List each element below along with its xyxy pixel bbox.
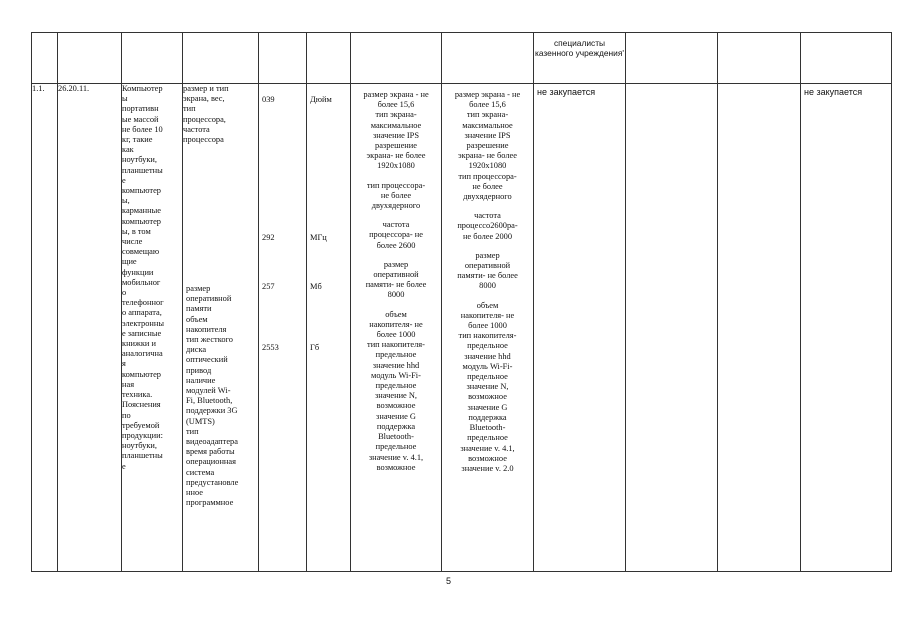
text-line: книжки и xyxy=(122,339,156,349)
text-line: не более 10 xyxy=(122,124,163,134)
text-line: функции xyxy=(122,267,154,277)
text-line: процессора xyxy=(183,135,224,145)
text-line: Fi, Bluetooth, xyxy=(186,396,233,406)
text-line: предельное xyxy=(467,341,508,351)
text-line: значение G xyxy=(467,402,508,412)
text-line: тип процессора- xyxy=(366,180,426,190)
text-line: портативн xyxy=(122,104,159,114)
text-line: Пояснения xyxy=(122,400,161,410)
text-line: кг, такие xyxy=(122,135,153,145)
requirements-table xyxy=(31,32,892,572)
text-line: значение N, xyxy=(374,391,418,401)
text-line: ы xyxy=(122,94,128,104)
text-line: оперативной xyxy=(186,294,232,304)
value-group xyxy=(442,211,533,242)
text-line: о аппарата, xyxy=(122,308,162,318)
text-line: предельное xyxy=(375,381,417,391)
text-line: поддержки 3G xyxy=(186,406,238,416)
text-line: электронны xyxy=(122,318,165,328)
text-line: требуемой xyxy=(122,420,160,430)
table-header-row xyxy=(32,33,892,84)
text-line: частота xyxy=(474,211,501,221)
text-line: размер xyxy=(383,259,409,269)
text-line: е xyxy=(122,461,126,471)
unit-name: МГц xyxy=(310,233,327,242)
empty-cell xyxy=(718,84,801,572)
text-line: более 15,6 xyxy=(377,100,415,110)
text-line: программное xyxy=(186,498,234,508)
text-line: поддержка xyxy=(376,421,416,431)
text-line: ые массой xyxy=(122,114,159,124)
empty-cell xyxy=(626,84,718,572)
header-note-mark: ' xyxy=(622,48,624,59)
text-line: значение IPS xyxy=(373,130,419,140)
text-line: аналогична xyxy=(122,349,163,359)
text-line: объем xyxy=(186,314,208,324)
text-line: е xyxy=(122,175,126,185)
table-row xyxy=(32,84,892,572)
text-line: процессо2600ра- xyxy=(457,221,518,231)
value-group xyxy=(351,260,441,301)
text-line: наличие xyxy=(186,375,216,385)
text-line: 1920x1080 xyxy=(377,161,415,171)
header-note: специалисты казенного учреждения xyxy=(535,38,623,59)
text-line: значение IPS xyxy=(464,130,511,140)
text-line: накопителя- не xyxy=(460,310,515,320)
not-purchased-cell-2 xyxy=(801,84,892,572)
text-line: значение N, xyxy=(466,382,509,392)
value-group xyxy=(351,310,441,473)
text-line: Bluetooth- xyxy=(469,423,506,433)
text-line: предельное xyxy=(467,433,508,443)
text-line: процессора- не xyxy=(369,230,423,240)
unit-name: Мб xyxy=(310,282,322,291)
value-group xyxy=(442,251,533,292)
okei-code: 039 xyxy=(262,95,275,104)
value-group xyxy=(351,90,441,172)
text-line: более 1000 xyxy=(468,321,507,331)
product-name-cell xyxy=(122,84,183,572)
text-line: предустановле xyxy=(186,477,239,487)
text-line: компьютер xyxy=(122,369,161,379)
text-line: оптический xyxy=(186,355,228,365)
text-line: возможное xyxy=(468,453,507,463)
unit-name: Дюйм xyxy=(310,95,332,104)
text-line: карманные xyxy=(122,206,161,216)
okei-code: 292 xyxy=(262,233,275,242)
not-purchased-text: не закупается xyxy=(804,87,863,97)
text-line: ы, в том xyxy=(122,226,151,236)
text-line: планшетны xyxy=(122,451,163,461)
text-line: более 1000 xyxy=(376,330,416,340)
text-line: я xyxy=(122,359,126,369)
row-number: 1.1. xyxy=(32,84,58,572)
header-note-cell xyxy=(534,33,626,84)
page-number: 5 xyxy=(446,576,452,586)
text-line: телефонног xyxy=(122,298,164,308)
text-line: предельное xyxy=(375,350,417,360)
product-name xyxy=(122,84,182,472)
text-line: 8000 xyxy=(387,290,405,300)
text-line: тип накопителя- xyxy=(458,331,517,341)
text-line: не более 2000 xyxy=(462,231,513,241)
text-line: видеоадаптера xyxy=(186,437,238,447)
value-text-2 xyxy=(442,84,533,474)
text-line: двухядерного xyxy=(371,201,421,211)
text-line: разрешение xyxy=(375,141,417,151)
text-line: памяти- не более xyxy=(365,280,427,290)
text-line: размер xyxy=(186,284,211,293)
text-line: время работы xyxy=(186,447,235,457)
value-group xyxy=(351,220,441,251)
text-line: экрана- не более xyxy=(458,151,517,161)
not-purchased-text: не закупается xyxy=(537,87,596,97)
text-line: оперативной xyxy=(373,270,419,280)
text-line: Bluetooth- xyxy=(378,432,414,442)
text-line: значение hhd xyxy=(372,360,420,370)
text-line: памяти xyxy=(186,304,212,314)
text-line: объем xyxy=(385,309,407,319)
text-line: размер xyxy=(475,250,500,260)
text-line: памяти- не более xyxy=(457,271,518,281)
text-line: диска xyxy=(186,345,207,355)
text-line: процессора, xyxy=(183,114,226,124)
text-line: числе xyxy=(122,237,143,247)
text-line: система xyxy=(186,467,215,477)
text-line: модулей Wi- xyxy=(186,386,231,396)
text-line: 8000 xyxy=(479,281,496,291)
text-line: тип экрана- xyxy=(375,110,417,120)
text-line: значение v. 2.0 xyxy=(461,463,514,473)
text-line: не более xyxy=(380,190,412,200)
text-line: размер экрана - не xyxy=(454,90,521,99)
text-line: по xyxy=(122,410,131,420)
text-line: максимальное xyxy=(462,120,513,130)
text-line: нное xyxy=(186,488,203,498)
text-line: значение v. 4.1, xyxy=(368,452,424,462)
text-line: тип xyxy=(186,426,199,436)
text-line: совмещаю xyxy=(122,247,160,257)
value-cell-1 xyxy=(351,84,442,572)
text-line: тип жесткого xyxy=(186,335,233,345)
text-line: возможное xyxy=(376,401,416,411)
text-line: значение G xyxy=(376,411,416,421)
text-line: ноутбуки, xyxy=(122,441,157,451)
text-line: (UMTS) xyxy=(186,416,215,426)
value-group xyxy=(442,90,533,202)
text-line: ная xyxy=(122,379,135,389)
value-text-1 xyxy=(351,84,441,473)
text-line: экрана, вес, xyxy=(183,94,225,104)
text-line: объем xyxy=(476,300,499,310)
text-line: возможное xyxy=(376,462,416,472)
unit-cell xyxy=(307,84,351,572)
okei-code: 2553 xyxy=(262,343,279,352)
text-line: тип накопителя- xyxy=(367,340,425,350)
okei-code-cell xyxy=(259,84,307,572)
text-line: не более xyxy=(472,181,503,191)
text-line: оперативной xyxy=(464,261,511,271)
text-line: максимальное xyxy=(370,120,422,130)
okpd-code: 26.20.11. xyxy=(58,84,122,572)
text-line: е записные xyxy=(122,328,162,338)
text-line: тип xyxy=(183,104,196,114)
text-line: о xyxy=(122,288,127,298)
text-line: техника. xyxy=(122,390,153,400)
text-line: размер и тип xyxy=(183,84,229,93)
text-line: компьютер xyxy=(122,186,161,196)
value-cell-2 xyxy=(442,84,534,572)
text-line: частота xyxy=(183,124,210,134)
value-group xyxy=(351,181,441,212)
text-line: более 15,6 xyxy=(469,100,506,110)
okei-code: 257 xyxy=(262,282,275,291)
characteristics-cell xyxy=(183,84,259,572)
text-line: ноутбуки, xyxy=(122,155,157,165)
text-line: тип процессора- xyxy=(458,171,517,181)
text-line: значение hhd xyxy=(464,351,511,361)
text-line: планшетны xyxy=(122,165,163,175)
text-line: размер экрана - не xyxy=(363,90,429,99)
text-line: операционная xyxy=(186,457,236,467)
not-purchased-cell-1 xyxy=(534,84,626,572)
text-line: ы, xyxy=(122,196,130,206)
text-line: компьютер xyxy=(122,216,161,226)
text-line: поддержка xyxy=(468,412,507,422)
text-line: экрана- не более xyxy=(366,151,426,161)
text-line: 1920x1080 xyxy=(468,161,507,171)
characteristics-bottom xyxy=(186,284,238,508)
characteristics-top xyxy=(183,84,258,145)
text-line: как xyxy=(122,145,134,155)
text-line: значение v. 4.1, xyxy=(460,443,515,453)
text-line: щие xyxy=(122,257,137,267)
text-line: продукции: xyxy=(122,430,163,440)
text-line: разрешение xyxy=(466,141,509,151)
text-line: более 2600 xyxy=(376,240,416,250)
text-line: модуль Wi-Fi- xyxy=(462,361,513,371)
text-line: предельное xyxy=(375,442,417,452)
text-line: накопителя xyxy=(186,324,227,334)
text-line: тип экрана- xyxy=(466,110,509,120)
text-line: Компьютер xyxy=(122,84,163,93)
text-line: модуль Wi-Fi- xyxy=(371,370,421,380)
value-group xyxy=(442,301,533,474)
text-line: возможное xyxy=(468,392,507,402)
text-line: частота xyxy=(382,220,410,230)
text-line: накопителя- не xyxy=(369,319,423,329)
text-line: привод xyxy=(186,365,212,375)
text-line: двухядерного xyxy=(463,192,512,202)
text-line: предельное xyxy=(467,372,508,382)
unit-name: Гб xyxy=(310,343,320,352)
text-line: мобильног xyxy=(122,277,161,287)
